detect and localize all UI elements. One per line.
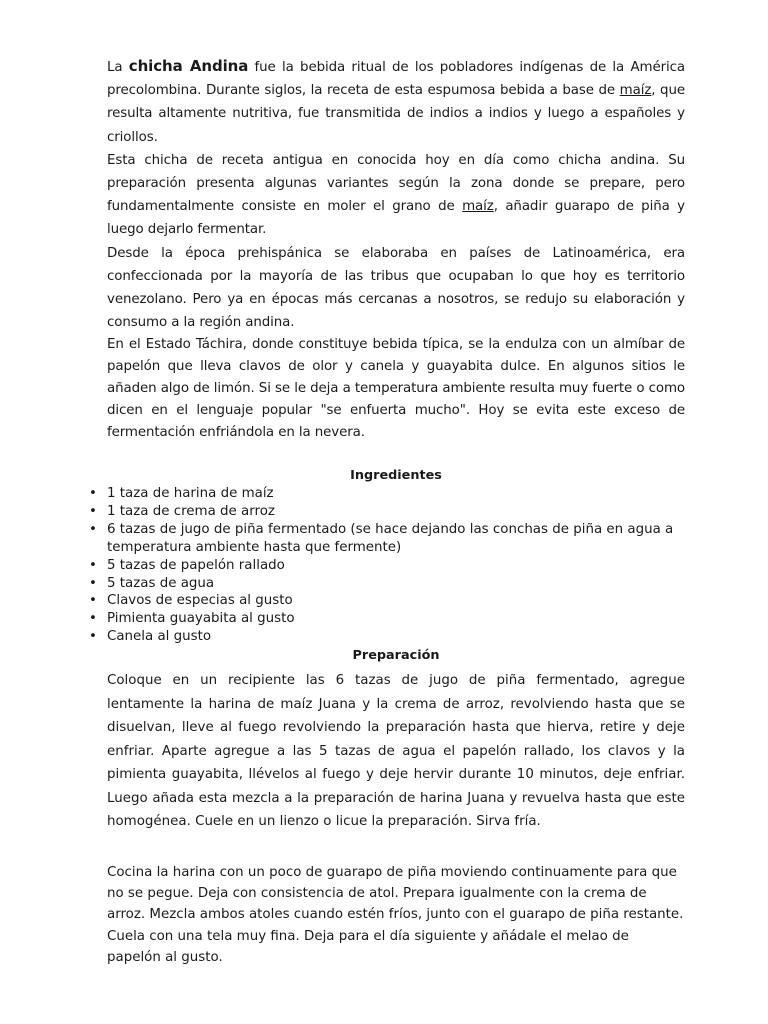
- intro-text: , añadir guarapo de piña y luego dejarlo fermentar.: [107, 199, 685, 238]
- maiz-link[interactable]: maíz: [462, 199, 494, 215]
- list-item: • 5 tazas de agua: [0, 575, 690, 593]
- alternate-preparation-paragraph: Cocina la harina con un poco de guarapo de piña moviendo continuamente para que no se pegue. Deja con consistencia de atol. Prepara igualmente con la crema de arroz. Mezcla ambos atoles cuando estén fríos, junto con el guarapo de piña restante. Cuela con una tela muy fina. Deja para el día siguiente y añádale el melao de papelón al gusto.: [107, 865, 684, 965]
- list-item: • Pimienta guayabita al gusto: [0, 610, 690, 628]
- intro-text: , que resulta altamente nutritiva, fue transmitida de indios a indios y luego a españoles y criollos.: [107, 83, 685, 145]
- list-item: • 1 taza de harina de maíz: [0, 485, 690, 503]
- dish-title: chicha Andina: [128, 57, 249, 75]
- intro-lead: La: [107, 60, 129, 75]
- ingredients-heading: Ingredientes: [350, 468, 442, 483]
- ingredients-list: [0, 485, 690, 646]
- intro-text: fue la bebida ritual de los pobladores indígenas de la América precolombina. Durante siglos, la receta de esta espumosa bebida a base de: [107, 60, 685, 99]
- list-item: • Canela al gusto: [0, 628, 690, 646]
- list-item: • 5 tazas de papelón rallado: [0, 557, 690, 575]
- maiz-link[interactable]: maíz: [619, 83, 652, 99]
- intro-paragraph-1: [107, 55, 685, 149]
- intro-paragraph-2: [107, 149, 685, 242]
- list-item: • Clavos de especias al gusto: [0, 592, 690, 610]
- intro-section: [107, 55, 685, 444]
- intro-text: Esta chicha de receta antigua en conocida hoy en día como chicha andina. Su preparación presenta algunas variantes según la zona donde se prepare, pero fundamentalmente consiste en moler el grano de: [107, 152, 685, 215]
- list-item: • 6 tazas de jugo de piña fermentado (se hace dejando las conchas de piña en agua a temperatura ambiente hasta que fermente): [0, 521, 690, 557]
- intro-paragraph-4: En el Estado Táchira, donde constituye bebida típica, se la endulza con un almíbar de papelón que lleva clavos de olor y canela y guayabita dulce. En algunos sitios le añaden algo de limón. Si se le deja a temperatura ambiente resulta muy fuerte o como dicen en el lenguaje popular "se enfuerta mucho". Hoy se evita este exceso de fermentación enfriándola en la nevera.: [107, 337, 685, 441]
- preparation-heading: Preparación: [352, 648, 440, 663]
- list-item: • 1 taza de crema de arroz: [0, 503, 690, 521]
- preparation-paragraph: Coloque en un recipiente las 6 tazas de jugo de piña fermentado, agregue lentamente la harina de maíz Juana y la crema de arroz, revolviendo hasta que se disuelvan, lleve al fuego revolviendo la preparación hasta que hierva, retire y deje enfriar. Aparte agregue a las 5 tazas de agua el papelón rallado, los clavos y la pimienta guayabita, llévelos al fuego y deje hervir durante 10 minutos, deje enfriar. Luego añada esta mezcla a la preparación de harina Juana y revuelva hasta que este homogénea. Cuele en un lienzo o licue la preparación. Sirva fría.: [107, 673, 685, 829]
- intro-paragraph-3: Desde la época prehispánica se elaboraba en países de Latinoamérica, era confeccionada por la mayoría de las tribus que ocupaban lo que hoy es territorio venezolano. Pero ya en épocas más cercanas a nosotros, se redujo su elaboración y consumo a la región andina.: [107, 245, 685, 331]
